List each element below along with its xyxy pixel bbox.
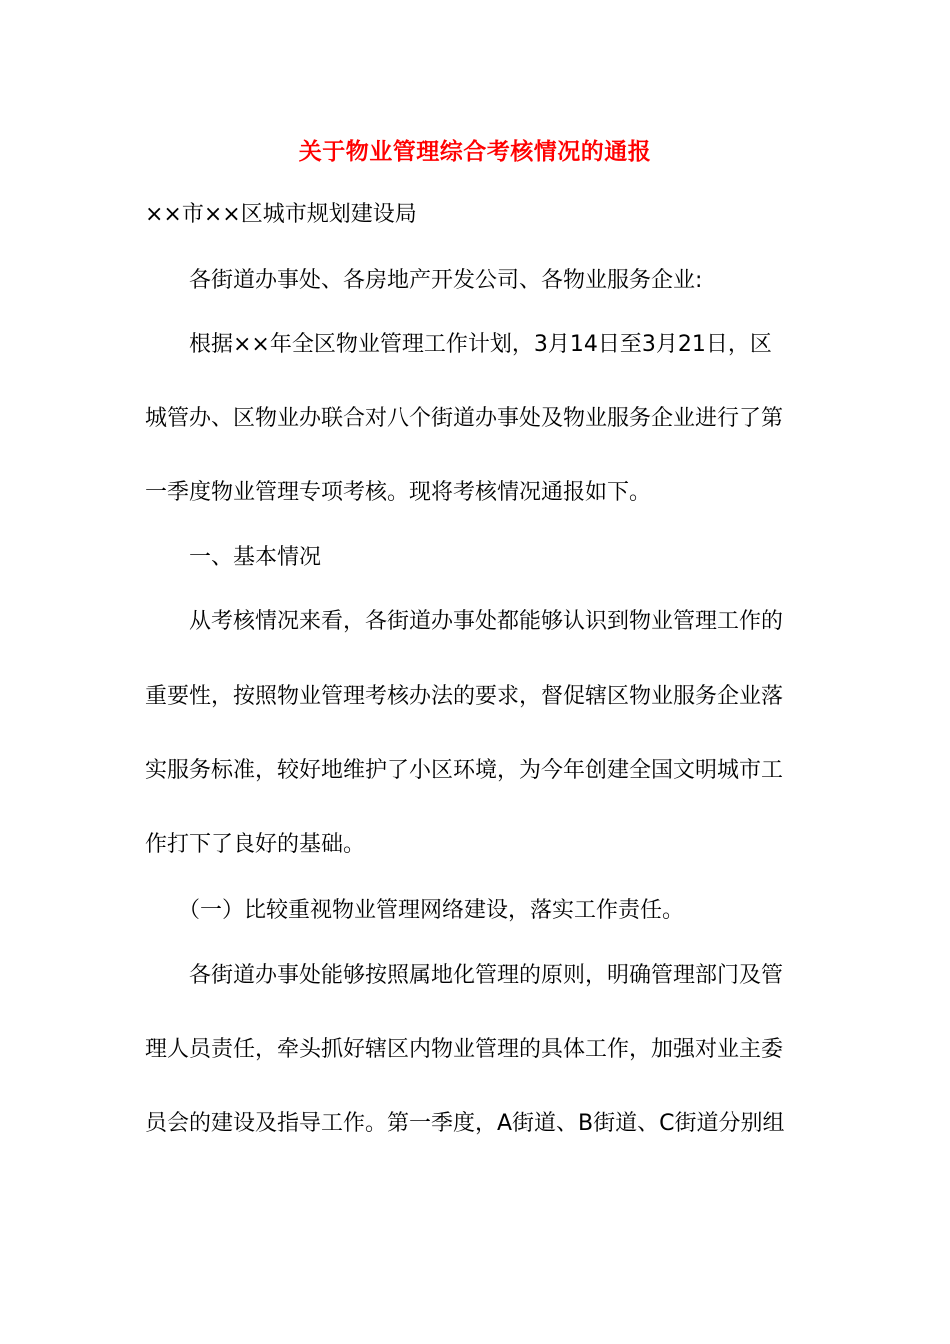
section1-line-4: 作打下了良好的基础。	[145, 832, 366, 857]
section1-line-3: 实服务标准，较好地维护了小区环境，为今年创建全国文明城市工	[145, 758, 784, 783]
document-title: 关于物业管理综合考核情况的通报	[298, 139, 652, 165]
subsection1-line-1: 各街道办事处能够按照属地化管理的原则，明确管理部门及管	[189, 963, 784, 988]
salutation-line: 各街道办事处、各房地产开发公司、各物业服务企业:	[189, 268, 703, 293]
subsection1-heading: （一）比较重视物业管理网络建设，落实工作责任。	[178, 898, 685, 923]
issuer-line: ××市××区城市规划建设局	[145, 202, 417, 227]
section1-line-1: 从考核情况来看，各街道办事处都能够认识到物业管理工作的	[189, 609, 784, 634]
intro-line-2: 城管办、区物业办联合对八个街道办事处及物业服务企业进行了第	[145, 406, 784, 431]
subsection1-line-3: 员会的建设及指导工作。第一季度，A街道、B街道、C街道分别组	[145, 1111, 785, 1136]
intro-line-3: 一季度物业管理专项考核。现将考核情况通报如下。	[145, 480, 652, 505]
section1-line-2: 重要性，按照物业管理考核办法的要求，督促辖区物业服务企业落	[145, 684, 784, 709]
intro-line-1: 根据××年全区物业管理工作计划，3月14日至3月21日，区	[189, 332, 772, 357]
section1-heading: 一、基本情况	[189, 545, 322, 570]
subsection1-line-2: 理人员责任，牵头抓好辖区内物业管理的具体工作，加强对业主委	[145, 1037, 784, 1062]
